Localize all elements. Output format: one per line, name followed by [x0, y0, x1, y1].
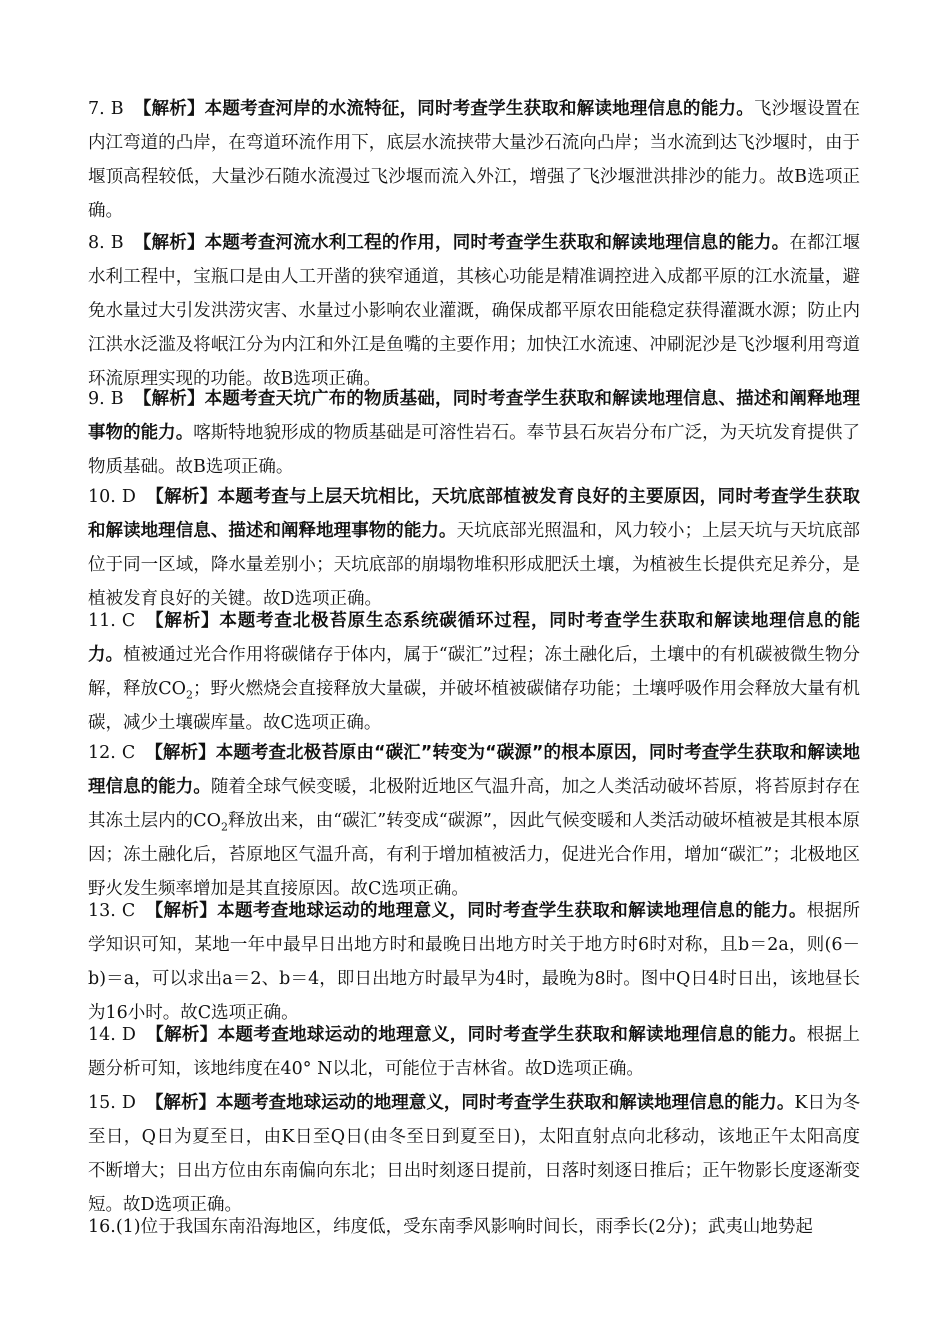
question-number: 9.: [88, 389, 105, 409]
analysis-body-part-a: 植被通过光合作用将碳储存于体内，属于“碳汇”过程；冻土融化后，土壤中的有机碳被微生物分解，释放CO: [88, 645, 861, 699]
answer-choice: C: [121, 743, 136, 763]
question-number: 13.: [88, 901, 116, 921]
answer-item-10: [88, 480, 860, 616]
analysis-body: 在都江堰水利工程中，宝瓶口是由人工开凿的狭窄通道，其核心功能是精准调控进入成都平原的江水流量，避免水量过大引发洪涝灾害、水量过小影响农业灌溉，确保成都平原农田能稳定获得灌溉水源；防止内江洪水泛滥及将岷江分为内江和外江是鱼嘴的主要作用；加快江水流速、冲刷泥沙是飞沙堰利用弯道环流原理实现的功能。故B选项正确。: [88, 233, 861, 389]
answer-item-16: [88, 1210, 860, 1244]
answer-item-12: [88, 736, 860, 906]
answer-choice: B: [110, 99, 124, 119]
answer-item-8: [88, 226, 860, 396]
analysis-intro: 本题考查地球运动的地理意义，同时考查学生获取和解读地理信息的能力。: [216, 1093, 795, 1113]
answer-choice: C: [121, 901, 136, 921]
question-number: 10.: [88, 487, 116, 507]
question-number: 16.: [88, 1217, 116, 1237]
analysis-body: 喀斯特地貌形成的物质基础是可溶性岩石。奉节县石灰岩分布广泛，为天坑发育提供了物质基础。故B选项正确。: [88, 423, 860, 477]
analysis-intro: 本题考查与上层天坑相比，天坑底部植被发育良好的主要原因，同时考查学生获取和解读地理信息、描述和阐释地理事物的能力。: [88, 487, 860, 541]
analysis-tag: 【解析】: [145, 743, 216, 763]
question-number: 11.: [88, 611, 116, 631]
analysis-tag: 【解析】: [133, 389, 205, 409]
answer-choice: D: [121, 1025, 136, 1045]
analysis-intro: 本题考查河岸的水流特征，同时考查学生获取和解读地理信息的能力。: [204, 99, 754, 119]
analysis-tag: 【解析】: [133, 233, 205, 253]
question-number: 14.: [88, 1025, 116, 1045]
answer-choice: D: [121, 487, 136, 507]
analysis-tag: 【解析】: [133, 99, 205, 119]
analysis-intro: 本题考查天坑广布的物质基础，同时考查学生获取和解读地理信息、描述和阐释地理事物的能力。: [88, 389, 861, 443]
answer-choice: D: [121, 1093, 136, 1113]
answer-choice: C: [121, 611, 136, 631]
analysis-tag: 【解析】: [145, 1025, 218, 1045]
answer-item-9: [88, 382, 860, 484]
answer-item-14: [88, 1018, 860, 1086]
answer-text: (1)位于我国东南沿海地区，纬度低，受东南季风影响时间长，雨季长(2分)；武夷山地势起: [115, 1217, 813, 1237]
analysis-intro: 本题考查地球运动的地理意义，同时考查学生获取和解读地理信息的能力。: [217, 901, 807, 921]
answer-item-11: [88, 604, 860, 740]
analysis-tag: 【解析】: [145, 1093, 217, 1113]
question-number: 12.: [88, 743, 116, 763]
analysis-body-part-b: 释放出来，由“碳汇”转变成“碳源”，因此气候变暖和人类活动破坏植被是其根本原因；冻土融化后，苔原地区气温升高，有利于增加植被活力，促进光合作用，增加“碳汇”；北极地区野火发生频率增加是其直接原因。故C选项正确。: [88, 811, 860, 899]
analysis-intro: 本题考查北极苔原由“碳汇”转变为“碳源”的根本原因，同时考查学生获取和解读地理信息的能力。: [88, 743, 860, 797]
analysis-intro: 本题考查北极苔原生态系统碳循环过程，同时考查学生获取和解读地理信息的能力。: [88, 611, 861, 665]
analysis-body: 天坑底部光照温和，风力较小；上层天坑与天坑底部位于同一区域，降水量差别小；天坑底部的崩塌物堆积形成肥沃土壤，为植被生长提供充足养分，是植被发育良好的关键。故D选项正确。: [88, 521, 861, 609]
analysis-body: 根据上题分析可知，该地纬度在40° N以北，可能位于吉林省。故D选项正确。: [88, 1025, 861, 1079]
answer-item-13: [88, 894, 860, 1030]
analysis-body: 飞沙堰设置在内江弯道的凸岸，在弯道环流作用下，底层水流挟带大量沙石流向凸岸；当水流到达飞沙堰时，由于堰顶高程较低，大量沙石随水流漫过飞沙堰而流入外江，增强了飞沙堰泄洪排沙的能力。故B选项正确。: [88, 99, 861, 221]
analysis-tag: 【解析】: [145, 487, 218, 507]
answer-item-15: [88, 1086, 860, 1222]
answer-choice: B: [110, 389, 124, 409]
analysis-body: K日为冬至日，Q日为夏至日，由K日至Q日(由冬至日到夏至日)，太阳直射点向北移动，该地正午太阳高度不断增大；日出方位由东南偏向东北；日出时刻逐日提前，日落时刻逐日推后；正午物影长度逐渐变短。故D选项正确。: [88, 1093, 861, 1215]
analysis-intro: 本题考查河流水利工程的作用，同时考查学生获取和解读地理信息的能力。: [204, 233, 790, 253]
answer-choice: B: [110, 233, 124, 253]
question-number: 8.: [88, 233, 105, 253]
question-number: 7.: [88, 99, 105, 119]
analysis-tag: 【解析】: [145, 611, 220, 631]
question-number: 15.: [88, 1093, 116, 1113]
co2-subscript: 2: [185, 688, 193, 702]
answer-item-7: [88, 92, 860, 228]
analysis-intro: 本题考查地球运动的地理意义，同时考查学生获取和解读地理信息的能力。: [217, 1025, 807, 1045]
analysis-body-part-b: ；野火燃烧会直接释放大量碳，并破坏植被碳储存功能；土壤呼吸作用会释放大量有机碳，减少土壤碳库量。故C选项正确。: [88, 679, 860, 733]
analysis-body-part-a: 随着全球气候变暖，北极附近地区气温升高，加之人类活动破坏苔原，将苔原封存在其冻土层内的CO: [88, 777, 860, 831]
analysis-tag: 【解析】: [145, 901, 218, 921]
analysis-body: 根据所学知识可知，某地一年中最早日出地方时和最晚日出地方时关于地方时6时对称，且b＝2a，则(6－b)＝a，可以求出a＝2、b＝4，即日出地方时最早为4时，最晚为8时。图中Q日4时日出，该地昼长为16小时。故C选项正确。: [88, 901, 861, 1023]
co2-subscript: 2: [220, 820, 228, 834]
